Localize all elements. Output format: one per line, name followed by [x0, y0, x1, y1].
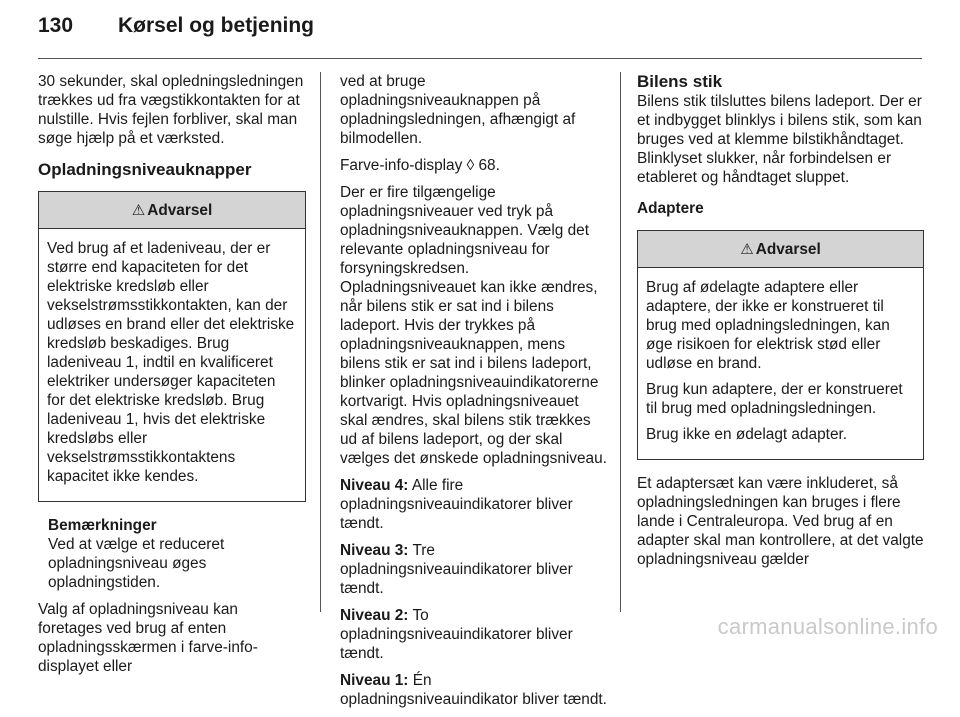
warning-box	[637, 230, 924, 460]
warning-title: Advarsel	[147, 201, 213, 219]
column-1	[38, 72, 306, 684]
warning-triangle-icon: ⚠	[131, 201, 146, 219]
page-number: 130	[38, 14, 74, 37]
note-text: Ved at vælge et reduceret opladningsniveau øges opladningstiden.	[48, 536, 225, 591]
warning-triangle-icon: ⚠	[740, 240, 754, 258]
note-title: Bemærkninger	[48, 517, 157, 534]
level-item: Niveau 2: To opladningsniveauindikatorer bliver tændt.	[340, 607, 573, 662]
section-heading-charge-level-buttons: Opladningsniveauknapper	[38, 160, 252, 179]
warning-header	[39, 192, 305, 229]
warning-title: Advarsel	[755, 240, 821, 258]
paragraph-levels-description: Der er fire tilgængelige opladningsniveauer ved tryk på opladningsniveauknappen. Vælg det relevante opladningsniveau for forsyningskredsen. Opladningsniveauet kan ikke ændres, når bilens stik er sat ind i bilens ladeport. Hvis der trykkes på opladningsniveauknappen, mens bilens stik er sat ind i bilens ladeport, blinker opladningsniveauindikatorerne kortvarigt. Hvis opladningsniveauet skal ændres, skal bilens stik trækkes ud af bilens ladeport, og der skal vælges det ønskede opladningsniveau.	[340, 184, 607, 467]
level-item: Niveau 1: Én opladningsniveauindikator bliver tændt.	[340, 672, 607, 708]
warning-text: Brug af ødelagte adaptere eller adaptere, der ikke er konstrueret til brug med opladningsledningen, kan øge risikoen for elektrisk stød eller udløse en brand.	[646, 279, 890, 372]
column-2	[340, 72, 608, 717]
column-divider-2	[620, 72, 621, 612]
warning-text: Ved brug af et ladeniveau, der er større end kapaciteten for det elektriske kredsløb eller vekselstrømsstikkontakten, kan der udløses en brand eller det elektriske kredsløb beskadiges. Brug ladeniveau 1, indtil en kvalificeret elektriker undersøger kapaciteten for det elektriske kredsløb. Brug ladeniveau 1, hvis det elektriske kredsløbs eller vekselstrømsstikkontaktens kapacitet ikke kendes.	[47, 240, 295, 485]
cross-reference-link[interactable]: Farve-info-display ◊ 68.	[340, 157, 500, 174]
page-header	[38, 14, 314, 50]
warning-text: Brug ikke en ødelagt adapter.	[646, 426, 848, 443]
column-divider-1	[320, 72, 321, 612]
note-block	[38, 516, 306, 592]
intro-paragraph: 30 sekunder, skal opledningsledningen trækkes ud fra vægstikkontakten for at nulstille. Hvis fejlen forbliver, skal man søge hjælp på et værksted.	[38, 73, 304, 147]
chapter-title: Kørsel og betjening	[118, 14, 315, 37]
vehicle-plug-paragraph: Bilens stik tilsluttes bilens ladeport. Der er et indbygget blinklys i bilens stik, som kan bruges ved at klemme bilstikhåndtaget. Blinklyset slukker, når forbindelsen er etableret og håndtaget sluppet.	[637, 93, 922, 186]
paragraph-button-usage: ved at bruge opladningsniveauknappen på opladningsledningen, afhængigt af bilmodellen.	[340, 73, 576, 147]
warning-header	[638, 231, 923, 268]
outro-paragraph: Valg af opladningsniveau kan foretages ved brug af enten opladningsskærmen i farve-info-displayet eller	[38, 601, 258, 675]
watermark: carmanualsonline.info	[717, 614, 938, 639]
level-item: Niveau 3: Tre opladningsniveauindikatorer bliver tændt.	[340, 542, 573, 597]
warning-text: Brug kun adaptere, der er konstrueret til brug med opladningsledningen.	[646, 381, 903, 417]
warning-box	[38, 191, 306, 502]
subheading-adapters: Adaptere	[637, 200, 704, 217]
adapter-paragraph: Et adaptersæt kan være inkluderet, så opladningsledningen kan bruges i flere lande i Centraleuropa. Ved brug af en adapter skal man kontrollere, at det valgte opladningsniveau gælder	[637, 475, 924, 568]
section-heading-vehicle-plug: Bilens stik	[637, 72, 723, 91]
level-item: Niveau 4: Alle fire opladningsniveauindikatorer bliver tændt.	[340, 477, 573, 532]
header-rule	[38, 58, 922, 59]
column-3	[637, 72, 924, 577]
